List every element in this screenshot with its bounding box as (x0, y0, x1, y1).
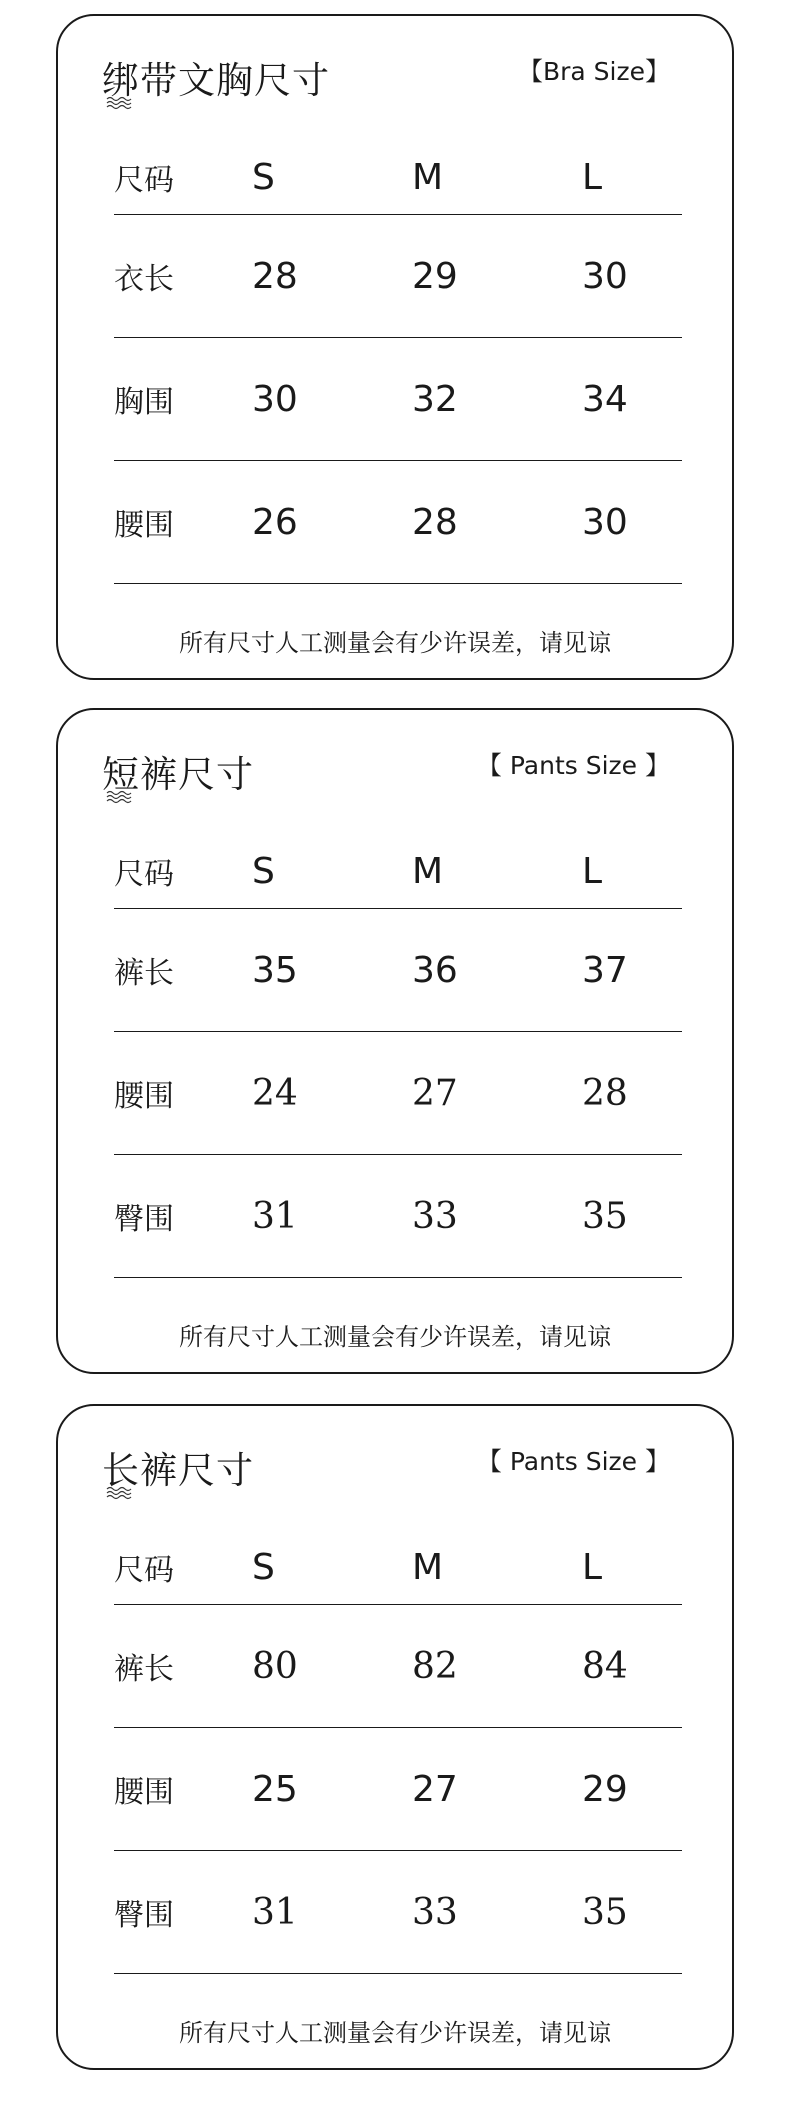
size-table (114, 1530, 682, 1974)
size-value: 82 (412, 1605, 582, 1728)
row-label: 臀围 (114, 1155, 252, 1278)
size-value: 30 (582, 215, 682, 338)
header-cell: M (412, 834, 582, 909)
header-cell: M (412, 1530, 582, 1605)
header-cell: 尺码 (114, 1530, 252, 1605)
row-label: 衣长 (114, 215, 252, 338)
size-value: 32 (412, 338, 582, 461)
size-value: 26 (252, 461, 412, 584)
row-label: 臀围 (114, 1851, 252, 1974)
row-label: 裤长 (114, 1605, 252, 1728)
size-value: 28 (412, 461, 582, 584)
size-value: 31 (252, 1851, 412, 1974)
table-header-row (114, 834, 682, 909)
card-title: 绑带文胸尺寸 (102, 59, 330, 102)
header-cell: S (252, 140, 412, 215)
size-value: 28 (252, 215, 412, 338)
size-value: 30 (252, 338, 412, 461)
size-value: 28 (582, 1032, 682, 1155)
table-header-row (114, 140, 682, 215)
card-title: 短裤尺寸 (102, 753, 254, 796)
size-value: 84 (582, 1605, 682, 1728)
table-row (114, 338, 682, 461)
size-value: 35 (252, 909, 412, 1032)
size-table (114, 140, 682, 584)
header-cell: S (252, 834, 412, 909)
size-value: 36 (412, 909, 582, 1032)
row-label: 腰围 (114, 461, 252, 584)
size-value: 27 (412, 1728, 582, 1851)
size-value: 35 (582, 1155, 682, 1278)
shorts-size-card (56, 708, 734, 1374)
table-row (114, 1728, 682, 1851)
card-subtitle: 【 Pants Size 】 (476, 1447, 670, 1476)
size-value: 35 (582, 1851, 682, 1974)
table-row (114, 1851, 682, 1974)
table-row (114, 215, 682, 338)
measurement-note: 所有尺寸人工测量会有少许误差，请见谅 (179, 629, 611, 657)
header-cell: 尺码 (114, 140, 252, 215)
row-label: 腰围 (114, 1728, 252, 1851)
header-cell: L (582, 834, 682, 909)
card-subtitle: 【Bra Size】 (517, 57, 670, 86)
table-row (114, 909, 682, 1032)
measurement-note: 所有尺寸人工测量会有少许误差，请见谅 (179, 2019, 611, 2047)
row-label: 裤长 (114, 909, 252, 1032)
wave-decoration-icon (106, 790, 132, 804)
measurement-note: 所有尺寸人工测量会有少许误差，请见谅 (179, 1323, 611, 1351)
row-label: 腰围 (114, 1032, 252, 1155)
size-value: 25 (252, 1728, 412, 1851)
header-cell: 尺码 (114, 834, 252, 909)
card-title: 长裤尺寸 (102, 1449, 254, 1492)
table-row (114, 1155, 682, 1278)
bra-size-card (56, 14, 734, 680)
row-label: 胸围 (114, 338, 252, 461)
size-value: 31 (252, 1155, 412, 1278)
wave-decoration-icon (106, 1486, 132, 1500)
size-value: 27 (412, 1032, 582, 1155)
size-value: 37 (582, 909, 682, 1032)
size-value: 34 (582, 338, 682, 461)
header-cell: L (582, 140, 682, 215)
table-row (114, 1032, 682, 1155)
header-cell: L (582, 1530, 682, 1605)
wave-decoration-icon (106, 96, 132, 110)
size-value: 29 (412, 215, 582, 338)
size-value: 80 (252, 1605, 412, 1728)
size-value: 33 (412, 1851, 582, 1974)
size-value: 24 (252, 1032, 412, 1155)
size-value: 29 (582, 1728, 682, 1851)
table-row (114, 461, 682, 584)
size-value: 33 (412, 1155, 582, 1278)
card-subtitle: 【 Pants Size 】 (476, 751, 670, 780)
table-header-row (114, 1530, 682, 1605)
size-value: 30 (582, 461, 682, 584)
header-cell: S (252, 1530, 412, 1605)
table-row (114, 1605, 682, 1728)
size-table (114, 834, 682, 1278)
header-cell: M (412, 140, 582, 215)
pants-size-card (56, 1404, 734, 2070)
